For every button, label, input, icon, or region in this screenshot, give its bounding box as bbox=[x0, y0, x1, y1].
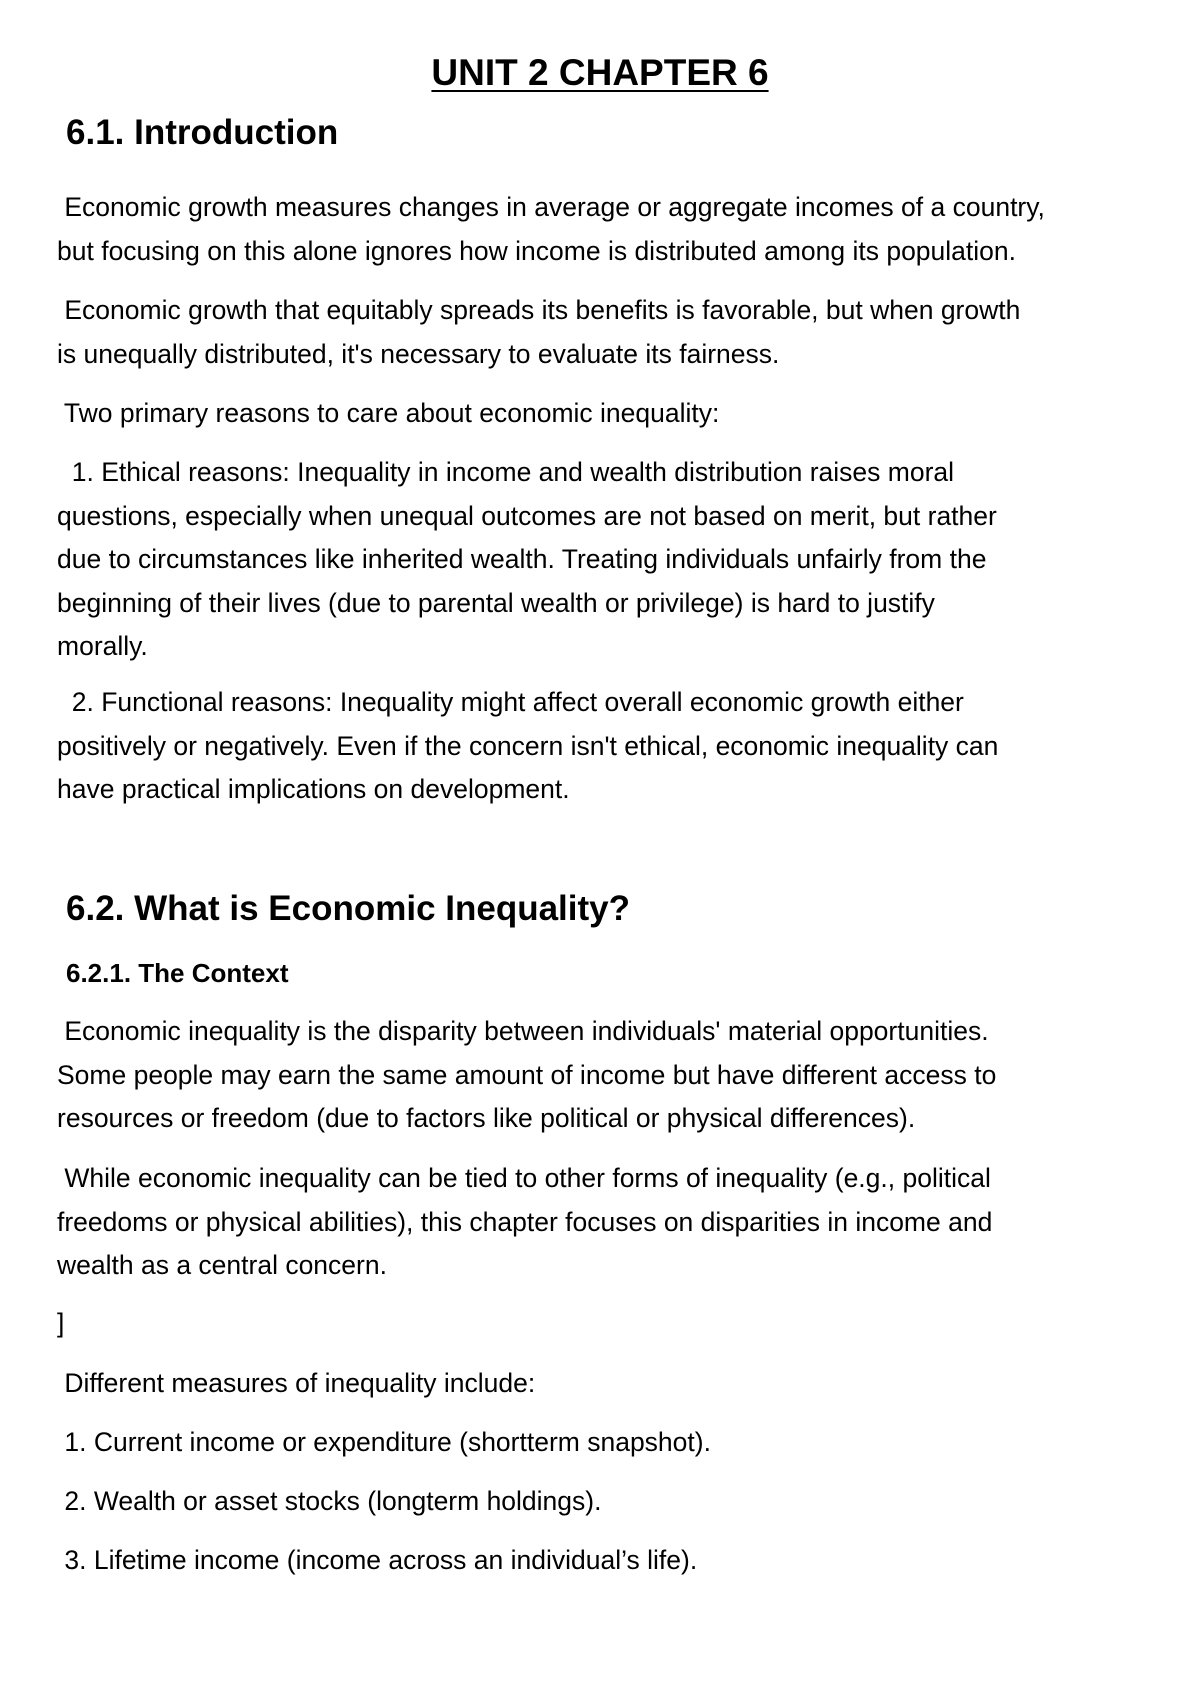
text-line: Some people may earn the same amount of income but have different access to bbox=[57, 1059, 997, 1090]
document-title: UNIT 2 CHAPTER 6 bbox=[431, 52, 769, 93]
section-heading-introduction: 6.1. Introduction bbox=[66, 113, 339, 152]
text-line: due to circumstances like inherited wealth. Treating individuals unfairly from the bbox=[57, 544, 987, 574]
intro-paragraph-3: Two primary reasons to care about economic inequality: bbox=[57, 398, 720, 428]
text-line: 2. Functional reasons: Inequality might affect overall economic growth either bbox=[57, 687, 964, 717]
stray-bracket: ] bbox=[57, 1308, 65, 1338]
text-line: positively or negatively. Even if the concern isn't ethical, economic inequality can bbox=[57, 730, 999, 761]
text-line: 1. Ethical reasons: Inequality in income and wealth distribution raises moral bbox=[57, 457, 955, 487]
intro-paragraph-1 bbox=[57, 186, 1167, 273]
measures-intro: Different measures of inequality include: bbox=[57, 1368, 536, 1398]
measure-item-2: 2. Wealth or asset stocks (longterm holdings). bbox=[57, 1486, 602, 1516]
text-line: resources or freedom (due to factors like political or physical differences). bbox=[57, 1103, 916, 1133]
text-line: morally. bbox=[57, 631, 148, 661]
text-line: is unequally distributed, it's necessary to evaluate its fairness. bbox=[57, 338, 780, 369]
context-paragraph-1 bbox=[57, 1010, 1167, 1141]
text-line: Economic growth that equitably spreads its benefits is favorable, but when growth bbox=[57, 295, 1021, 325]
subsection-heading-context: 6.2.1. The Context bbox=[66, 958, 289, 988]
text-line: Economic inequality is the disparity between individuals' material opportunities. bbox=[57, 1016, 989, 1046]
text-line: have practical implications on development. bbox=[57, 774, 570, 804]
intro-paragraph-2 bbox=[57, 289, 1167, 376]
context-paragraph-2 bbox=[57, 1157, 1167, 1288]
section-heading-economic-inequality: 6.2. What is Economic Inequality? bbox=[66, 889, 630, 928]
text-line: but focusing on this alone ignores how income is distributed among its population. bbox=[57, 235, 1016, 266]
measure-item-3: 3. Lifetime income (income across an individual’s life). bbox=[57, 1545, 698, 1575]
text-line: Economic growth measures changes in average or aggregate incomes of a country, bbox=[57, 192, 1045, 222]
reason-functional bbox=[57, 681, 1167, 812]
text-line: wealth as a central concern. bbox=[57, 1250, 387, 1280]
reason-ethical bbox=[57, 451, 1167, 669]
text-line: beginning of their lives (due to parental wealth or privilege) is hard to justify bbox=[57, 587, 935, 618]
measure-item-1: 1. Current income or expenditure (shortterm snapshot). bbox=[57, 1427, 711, 1457]
text-line: While economic inequality can be tied to other forms of inequality (e.g., political bbox=[57, 1163, 991, 1193]
text-line: freedoms or physical abilities), this chapter focuses on disparities in income and bbox=[57, 1206, 993, 1237]
text-line: questions, especially when unequal outcomes are not based on merit, but rather bbox=[57, 500, 997, 531]
